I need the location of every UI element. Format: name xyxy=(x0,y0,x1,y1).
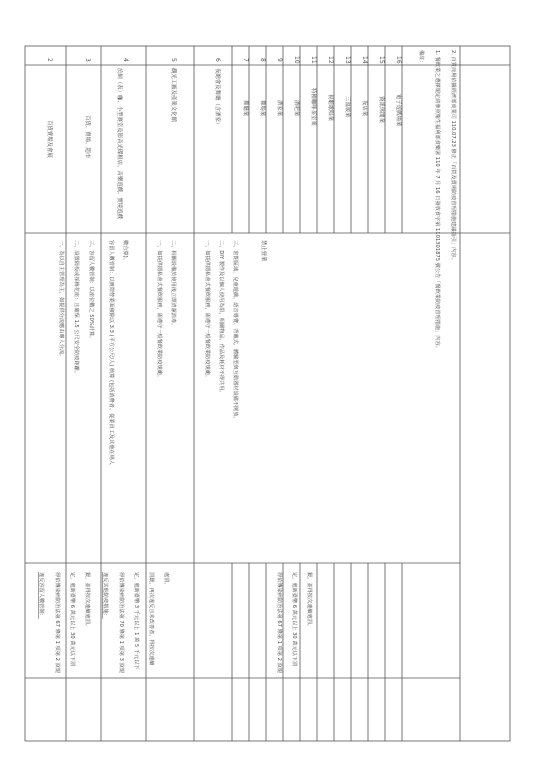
row-category: 電子遊戲場業 xyxy=(395,94,401,127)
rule-line: 容留人數管制：以實際營業面積除以 3.3 (平方公尺/人) 核算 (包括消費者、從業員工及其他在場人 xyxy=(108,240,114,465)
row-category: 特種咖啡茶室業 xyxy=(310,88,316,126)
row-number: 14 xyxy=(361,56,368,64)
row-category: 舞場業 xyxy=(259,100,265,117)
note-item: 1. 餐飲業之選擇規定請參照衛生福利部食藥署 110 年 7 月 16 日發放食字第 1101301875 號公告「餐飲業防疫管理措施」內容。 xyxy=(434,50,440,351)
row-number: 15 xyxy=(378,56,385,64)
row-number: 6 xyxy=(214,58,221,62)
row-category: 酒吧業 xyxy=(293,100,299,117)
row-2 xyxy=(46,58,96,376)
penalty-line: 得依傳染病防治法第 67 條第 1 項第 2 款規 xyxy=(54,572,60,673)
row-category: 百貨賣場及會展 xyxy=(46,120,52,158)
notes-label: 備註： xyxy=(418,50,424,66)
penalty-line: 定，處新臺幣 3 千元以上 1 萬 5 千元以下 xyxy=(133,572,139,670)
penalty-line: 定，處新臺幣 6 萬元以上 30 萬元以下罰 xyxy=(291,572,297,667)
row-category: 觀光工廠及產業文化館 xyxy=(170,68,176,122)
row-category: 於網（表）咖、小型賽室及影音光碟租店、音樂遊戲、實境遊戲 xyxy=(116,68,122,219)
rule-line: 一、如提供隱私會式餐飲服務，需遵守一般餐飲業防疫規範。 xyxy=(156,240,162,381)
row-5 xyxy=(170,58,240,422)
row-category: 夜總會及舞廳（含酒家） xyxy=(214,68,220,128)
row-category: 視聽歌唱業 xyxy=(327,94,333,121)
rule-line: 三、容留人數管制：以座位數之 50%計算。 xyxy=(88,240,94,342)
penalty-line: 罰鍰，再次違反且未改善者，得按次連續 xyxy=(148,572,154,666)
rule-line: 二、DIY 製作及以個人使用為限，相關物品、作品及耗材不得共用。 xyxy=(218,240,224,396)
closed-rule: 禁止營業 xyxy=(260,240,266,262)
rule-line: 一、為以自主管理為主，如提供分流應由專人分流。 xyxy=(58,240,64,360)
penalty-line: 處罰。 xyxy=(163,572,169,588)
row-category: 資訊休閒業 xyxy=(378,96,384,123)
rule-line: 三、密閉區域，兒童遊戲、語音導覽、背戴式、體驗型與互動器材設備不開放。 xyxy=(232,240,238,422)
rule-line: 二、設置隔板或採梅花座：且確保 1.5 公尺安全防疫距離。 xyxy=(73,240,79,377)
row-number: 13 xyxy=(344,56,351,64)
row-number: 10 xyxy=(293,56,300,64)
note-item: 2. 百貨商場依據經濟部商業司 110.07.23 修正「百貨及賣場防疫管理措施建議指引」內容。 xyxy=(450,50,456,263)
rule-line: 二、相關設備於使用後立即清潔消毒。 xyxy=(170,240,176,329)
row-category: 舞廳業 xyxy=(242,100,248,117)
row-number: 7 xyxy=(242,58,249,62)
penalty-heading: 違反其他防疫措施： xyxy=(102,572,108,619)
row-number: 16 xyxy=(395,56,402,64)
row-number: 4 xyxy=(122,58,129,62)
rule-line: 一、如提供隱私會式餐飲服務，需遵守一般餐飲業防疫規範。 xyxy=(204,240,210,381)
row-number: 5 xyxy=(170,58,177,62)
row-number: 12 xyxy=(327,56,334,64)
penalty-heading: 違反容留人數管制： xyxy=(38,572,44,619)
row-number: 8 xyxy=(259,58,266,62)
penalty-line: 得依傳染病防治法第 67 條第 1 項第 2 款規 xyxy=(276,572,282,673)
penalty-line: 定，處新臺幣 6 萬元以上 30 萬元以下罰 xyxy=(69,572,75,667)
row-category: 酒家業 xyxy=(276,100,282,117)
closed-section xyxy=(214,56,403,673)
row-category: 三溫暖業 xyxy=(344,96,350,118)
row-number: 11 xyxy=(310,56,317,64)
penalty-line: 鍰，並得按次連續處罰。 xyxy=(306,572,312,630)
row-category: 百貨、賣場、超市 xyxy=(84,115,90,159)
row-category: 夜店業 xyxy=(361,100,367,117)
rule-line: 數合算)。 xyxy=(122,240,128,263)
notes xyxy=(418,50,458,351)
penalty-line: 鍰，並得按次連續處罰。 xyxy=(84,572,90,630)
row-number: 3 xyxy=(84,58,91,62)
row-number: 2 xyxy=(46,58,53,62)
penalty-line: 得依傳染病防治法第 70 條第 1 項第 3 款規 xyxy=(118,572,124,673)
row-number: 9 xyxy=(276,58,283,62)
